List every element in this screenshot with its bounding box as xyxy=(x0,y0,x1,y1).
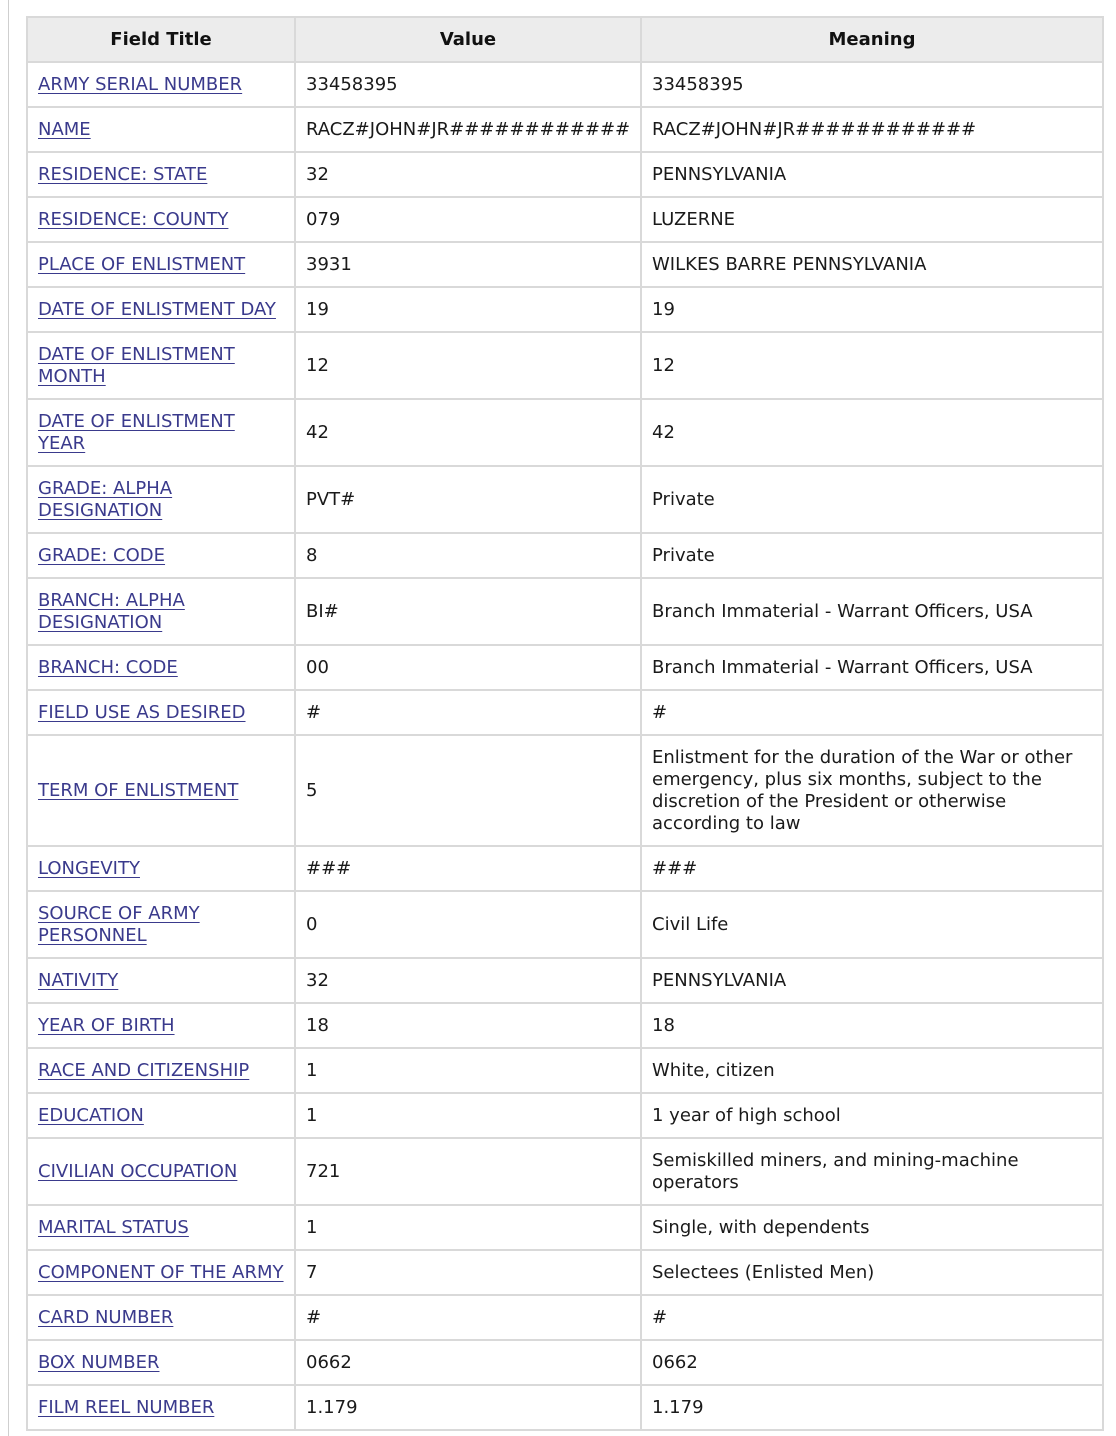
table-row xyxy=(27,1093,1103,1138)
field-link-education[interactable]: EDUCATION xyxy=(38,1104,144,1126)
field-link-branch-code[interactable]: BRANCH: CODE xyxy=(38,656,178,678)
table-row xyxy=(27,1250,1103,1295)
enlistment-record xyxy=(26,16,1102,1431)
meaning-cell: Civil Life xyxy=(641,891,1103,958)
table-row xyxy=(27,152,1103,197)
table-row xyxy=(27,466,1103,533)
table-row xyxy=(27,1205,1103,1250)
field-link-army-serial-number[interactable]: ARMY SERIAL NUMBER xyxy=(38,73,243,95)
field-link-date-of-enlistment-year[interactable]: DATE OF ENLISTMENT YEAR xyxy=(38,410,235,454)
table-row xyxy=(27,107,1103,152)
meaning-cell: White, citizen xyxy=(641,1048,1103,1093)
field-link-card-number[interactable]: CARD NUMBER xyxy=(38,1306,174,1328)
table-row xyxy=(27,891,1103,958)
meaning-cell: Branch Immaterial - Warrant Officers, USA xyxy=(641,645,1103,690)
field-link-source-of-army-personnel[interactable]: SOURCE OF ARMY PERSONNEL xyxy=(38,902,200,946)
meaning-cell: ### xyxy=(641,846,1103,891)
meaning-cell: Enlistment for the duration of the War or other emergency, plus six months, subject to the discretion of the President or otherwise according to law xyxy=(641,735,1103,846)
value-cell: 5 xyxy=(295,735,641,846)
field-link-marital-status[interactable]: MARITAL STATUS xyxy=(38,1216,189,1238)
table-row xyxy=(27,399,1103,466)
table-row xyxy=(27,1003,1103,1048)
field-link-grade-code[interactable]: GRADE: CODE xyxy=(38,544,166,566)
field-link-nativity[interactable]: NATIVITY xyxy=(38,969,119,991)
meaning-cell: 12 xyxy=(641,332,1103,399)
value-cell: 1 xyxy=(295,1205,641,1250)
meaning-cell: Single, with dependents xyxy=(641,1205,1103,1250)
value-cell: 19 xyxy=(295,287,641,332)
field-link-field-use-as-desired[interactable]: FIELD USE AS DESIRED xyxy=(38,701,246,723)
table-row xyxy=(27,332,1103,399)
meaning-cell: 18 xyxy=(641,1003,1103,1048)
meaning-cell: 1.179 xyxy=(641,1385,1103,1430)
value-cell: 42 xyxy=(295,399,641,466)
value-cell: 1.179 xyxy=(295,1385,641,1430)
meaning-cell: LUZERNE xyxy=(641,197,1103,242)
field-link-residence-state[interactable]: RESIDENCE: STATE xyxy=(38,163,208,185)
meaning-cell: 0662 xyxy=(641,1340,1103,1385)
header-meaning: Meaning xyxy=(641,17,1103,62)
field-link-branch-alpha-designation[interactable]: BRANCH: ALPHA DESIGNATION xyxy=(38,589,185,633)
value-cell: 8 xyxy=(295,533,641,578)
value-cell: 7 xyxy=(295,1250,641,1295)
table-row xyxy=(27,846,1103,891)
field-link-date-of-enlistment-day[interactable]: DATE OF ENLISTMENT DAY xyxy=(38,298,276,320)
meaning-cell: WILKES BARRE PENNSYLVANIA xyxy=(641,242,1103,287)
value-cell: 079 xyxy=(295,197,641,242)
value-cell: # xyxy=(295,690,641,735)
table-row xyxy=(27,197,1103,242)
field-link-term-of-enlistment[interactable]: TERM OF ENLISTMENT xyxy=(38,779,239,801)
value-cell: RACZ#JOHN#JR############ xyxy=(295,107,641,152)
header-value: Value xyxy=(295,17,641,62)
value-cell: 32 xyxy=(295,152,641,197)
page-left-rule xyxy=(8,0,9,1436)
meaning-cell: RACZ#JOHN#JR############ xyxy=(641,107,1103,152)
meaning-cell: 1 year of high school xyxy=(641,1093,1103,1138)
value-cell: 1 xyxy=(295,1093,641,1138)
value-cell: PVT# xyxy=(295,466,641,533)
value-cell: 12 xyxy=(295,332,641,399)
value-cell: 18 xyxy=(295,1003,641,1048)
header-field-title: Field Title xyxy=(27,17,295,62)
meaning-cell: Selectees (Enlisted Men) xyxy=(641,1250,1103,1295)
field-link-film-reel-number[interactable]: FILM REEL NUMBER xyxy=(38,1396,215,1418)
field-link-component-of-the-army[interactable]: COMPONENT OF THE ARMY xyxy=(38,1261,284,1283)
meaning-cell: # xyxy=(641,690,1103,735)
table-row xyxy=(27,735,1103,846)
table-row xyxy=(27,578,1103,645)
value-cell: 32 xyxy=(295,958,641,1003)
table-row xyxy=(27,242,1103,287)
table-row xyxy=(27,533,1103,578)
meaning-cell: PENNSYLVANIA xyxy=(641,958,1103,1003)
field-link-longevity[interactable]: LONGEVITY xyxy=(38,857,140,879)
field-link-residence-county[interactable]: RESIDENCE: COUNTY xyxy=(38,208,229,230)
field-link-box-number[interactable]: BOX NUMBER xyxy=(38,1351,160,1373)
meaning-cell: 42 xyxy=(641,399,1103,466)
table-header-row xyxy=(27,17,1103,62)
value-cell: BI# xyxy=(295,578,641,645)
field-link-place-of-enlistment[interactable]: PLACE OF ENLISTMENT xyxy=(38,253,246,275)
value-cell: 3931 xyxy=(295,242,641,287)
table-row xyxy=(27,1295,1103,1340)
meaning-cell: Private xyxy=(641,533,1103,578)
meaning-cell: 19 xyxy=(641,287,1103,332)
field-link-grade-alpha-designation[interactable]: GRADE: ALPHA DESIGNATION xyxy=(38,477,173,521)
value-cell: ### xyxy=(295,846,641,891)
field-link-date-of-enlistment-month[interactable]: DATE OF ENLISTMENT MONTH xyxy=(38,343,235,387)
table-row xyxy=(27,1048,1103,1093)
enlistment-record-table xyxy=(26,16,1104,1431)
value-cell: 721 xyxy=(295,1138,641,1205)
value-cell: 1 xyxy=(295,1048,641,1093)
meaning-cell: PENNSYLVANIA xyxy=(641,152,1103,197)
value-cell: 0662 xyxy=(295,1340,641,1385)
field-link-race-and-citizenship[interactable]: RACE AND CITIZENSHIP xyxy=(38,1059,250,1081)
table-row xyxy=(27,287,1103,332)
meaning-cell: Branch Immaterial - Warrant Officers, USA xyxy=(641,578,1103,645)
value-cell: 33458395 xyxy=(295,62,641,107)
table-row xyxy=(27,1385,1103,1430)
table-row xyxy=(27,1340,1103,1385)
table-row xyxy=(27,1138,1103,1205)
table-row xyxy=(27,690,1103,735)
value-cell: 00 xyxy=(295,645,641,690)
value-cell: 0 xyxy=(295,891,641,958)
value-cell: # xyxy=(295,1295,641,1340)
table-row xyxy=(27,958,1103,1003)
meaning-cell: # xyxy=(641,1295,1103,1340)
meaning-cell: 33458395 xyxy=(641,62,1103,107)
meaning-cell: Semiskilled miners, and mining-machine operators xyxy=(641,1138,1103,1205)
field-link-name[interactable]: NAME xyxy=(38,118,91,140)
table-row xyxy=(27,645,1103,690)
field-link-year-of-birth[interactable]: YEAR OF BIRTH xyxy=(38,1014,175,1036)
table-row xyxy=(27,62,1103,107)
field-link-civilian-occupation[interactable]: CIVILIAN OCCUPATION xyxy=(38,1160,238,1182)
meaning-cell: Private xyxy=(641,466,1103,533)
